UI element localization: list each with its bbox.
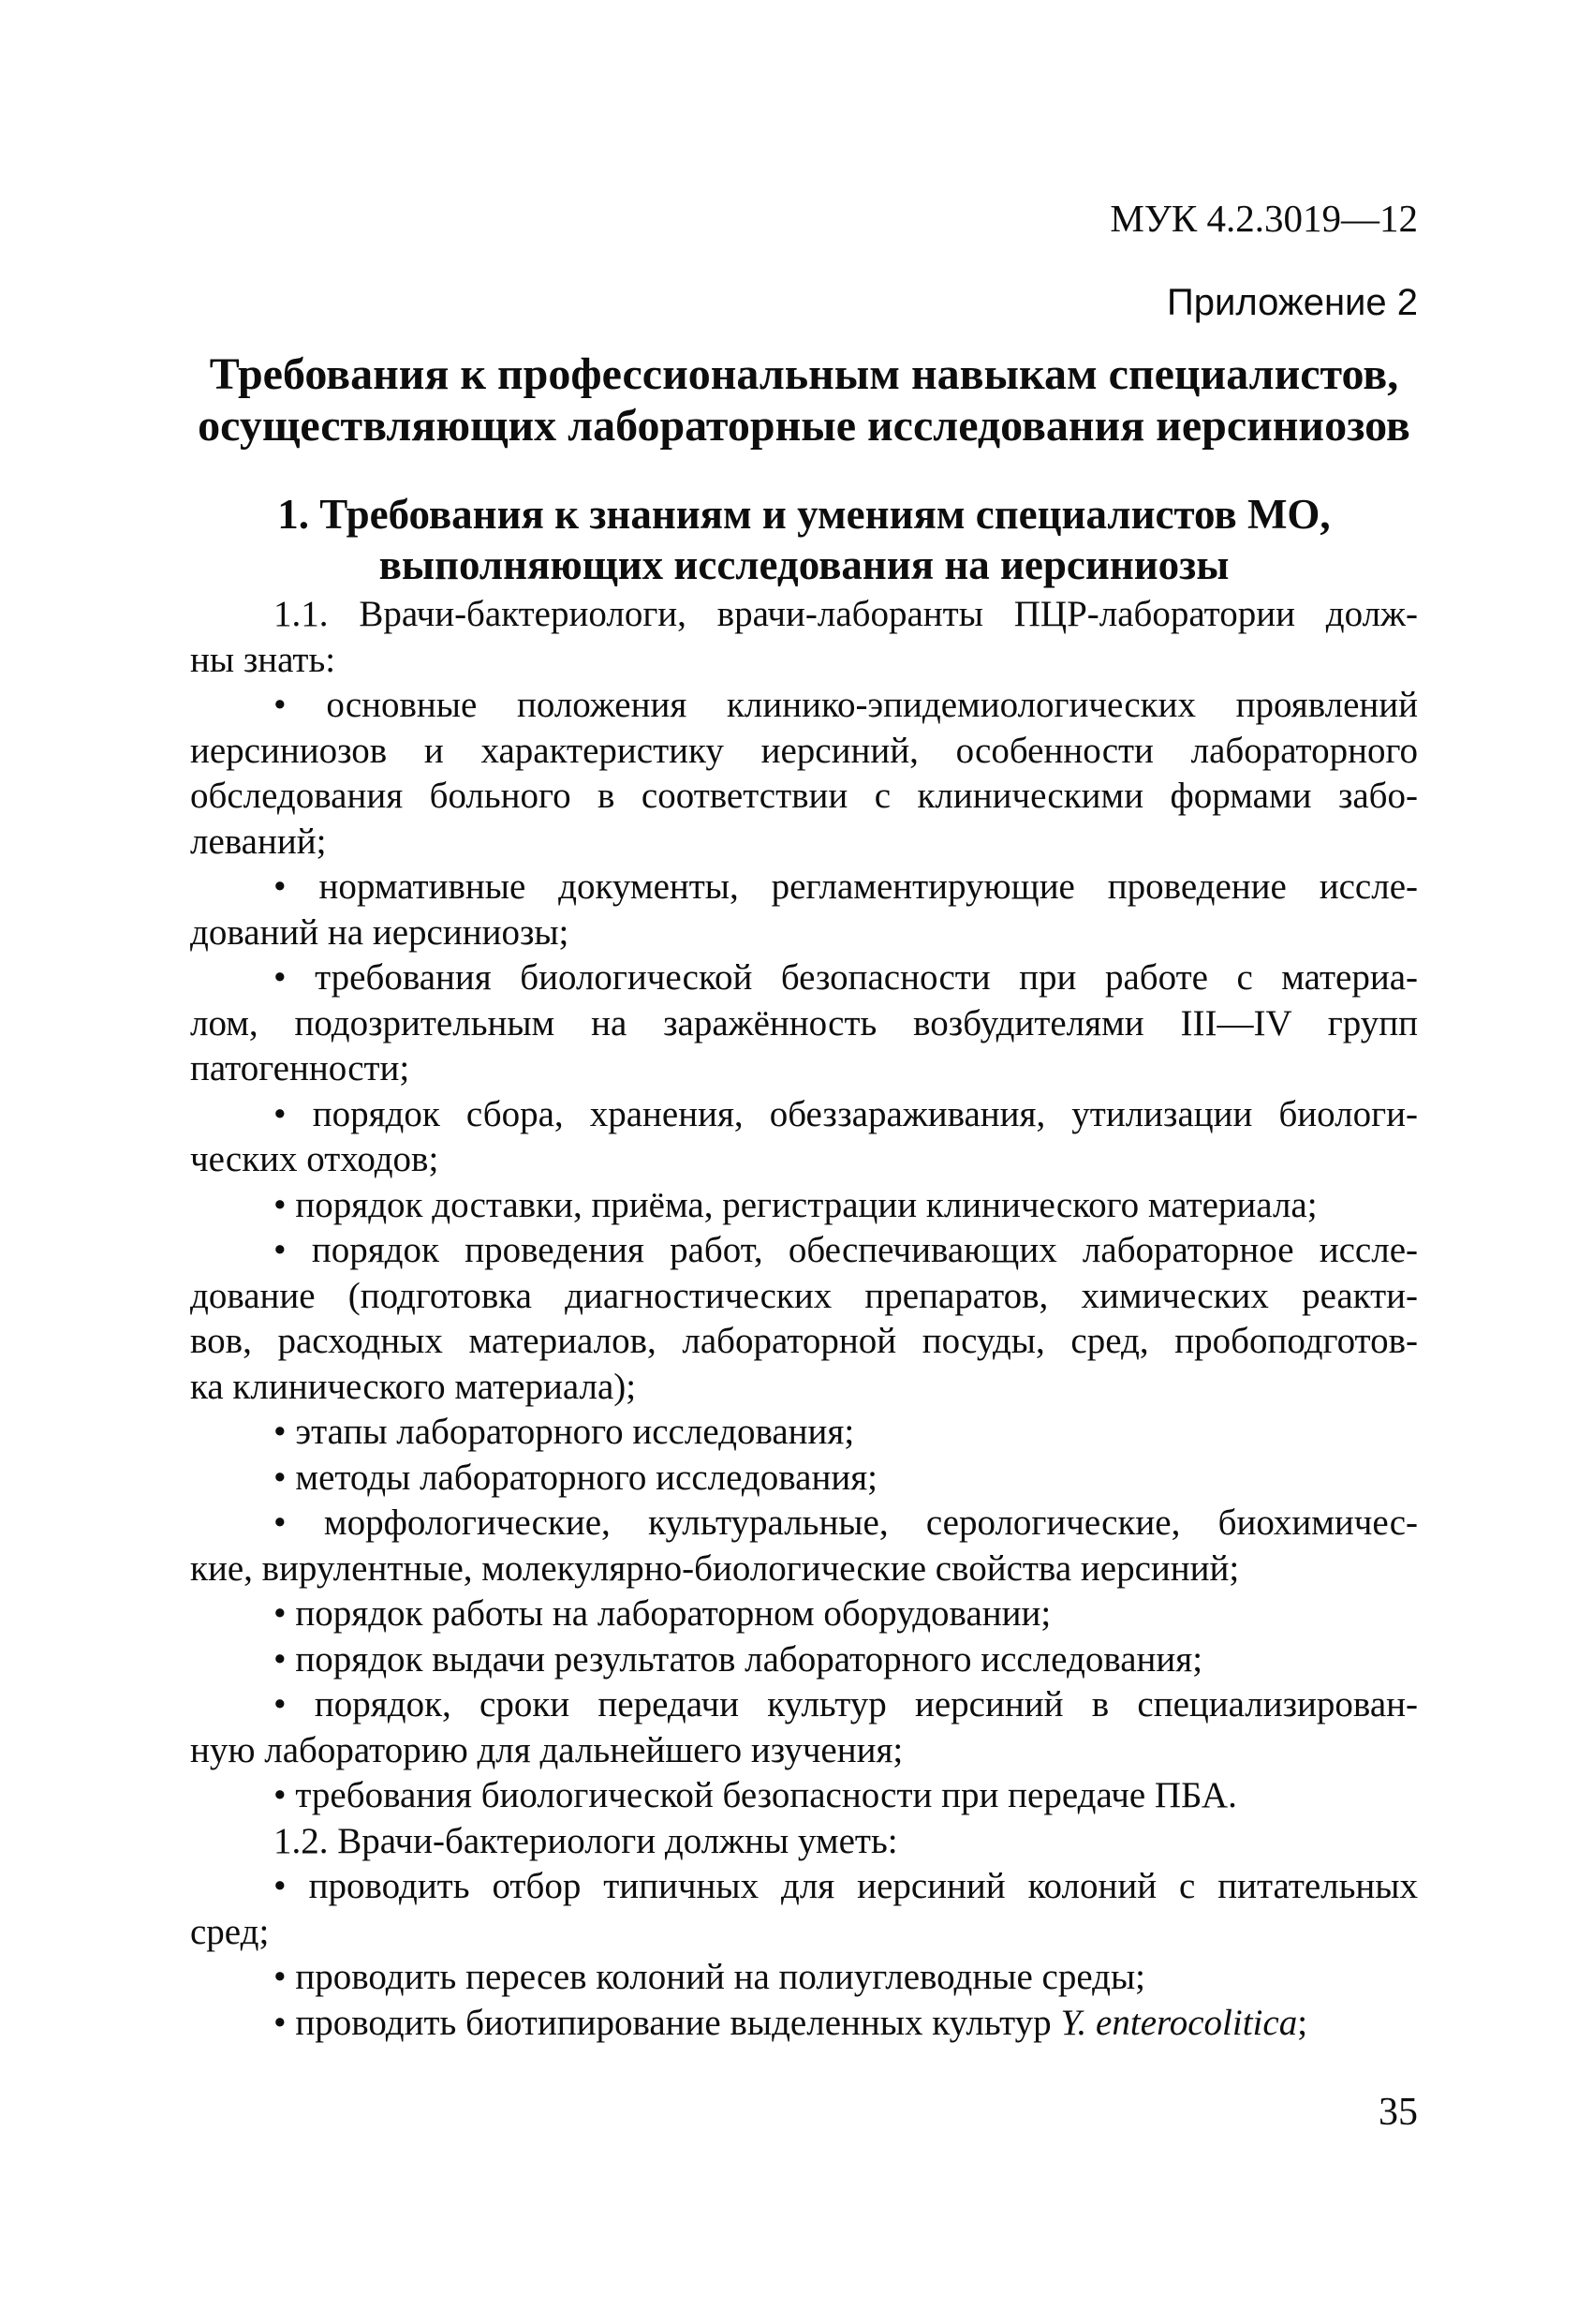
text-line: лом, подозрительным на заражённость возбудителями III—IV групп: [190, 1002, 1418, 1044]
text-line: • порядок проведения работ, обеспечивающих лабораторное иссле-: [273, 1230, 1418, 1270]
text-line: • проводить пересев колоний на полиуглеводные среды;: [273, 1957, 1145, 1997]
text-line: ны знать:: [190, 639, 336, 680]
annex-label: Приложение 2: [1167, 282, 1418, 323]
text-line: дование (подготовка диагностических препаратов, химических реакти-: [190, 1275, 1418, 1316]
text-line: • требования биологической безопасности при передаче ПБА.: [273, 1775, 1237, 1815]
text-line: • порядок сбора, хранения, обеззараживания, утилизации биологи-: [273, 1093, 1418, 1134]
text-line: 1.1. Врачи-бактериологи, врачи-лаборанты ПЦР-лаборатории долж-: [273, 594, 1418, 634]
text-line: обследования больного в соответствии с клиническими формами забо-: [190, 776, 1418, 816]
text-line: 1.2. Врачи-бактериологи должны уметь:: [273, 1820, 898, 1861]
text-line: • порядок работы на лабораторном оборудовании;: [273, 1593, 1052, 1634]
text-line: • этапы лабораторного исследования;: [273, 1412, 855, 1452]
text-line: • требования биологической безопасности при работе с материа-: [273, 957, 1418, 998]
text-line: ческих отходов;: [190, 1139, 439, 1179]
section-heading: [190, 489, 1418, 590]
body-text: [190, 592, 1418, 2046]
section-heading-line-2: выполняющих исследования на иерсиниозы: [378, 541, 1230, 588]
section-heading-line-1: 1. Требования к знаниям и умениям специалистов МО,: [277, 491, 1331, 538]
text-line: • порядок доставки, приёма, регистрации клинического материала;: [273, 1184, 1318, 1225]
text-column: [190, 0, 1418, 2324]
text-line: • основные положения клинико-эпидемиологических проявлений: [273, 685, 1418, 725]
doc-code: МУК 4.2.3019—12: [1110, 197, 1418, 240]
text-line: патогенности;: [190, 1048, 410, 1088]
text-line: ную лабораторию для дальнейшего изучения;: [190, 1729, 904, 1770]
text-line: иерсиниозов и характеристику иерсиний, особенности лабораторного: [190, 730, 1418, 771]
text-line: кие, вирулентные, молекулярно-биологические свойства иерсиний;: [190, 1547, 1240, 1589]
text-line: • порядок выдачи результатов лабораторного исследования;: [273, 1638, 1203, 1680]
text-line: • методы лабораторного исследования;: [273, 1457, 878, 1498]
text-line: • нормативные документы, регламентирующие проведение иссле-: [273, 866, 1418, 907]
page-number: 35: [1379, 2091, 1418, 2134]
text-line: леваний;: [190, 821, 327, 862]
document-title-line-2: осуществляющих лабораторные исследования иерсиниозов: [198, 401, 1410, 451]
text-line: вов, расходных материалов, лабораторной посуды, сред, пробоподготов-: [190, 1321, 1418, 1361]
document-title: [190, 348, 1418, 451]
text-line: • морфологические, культуральные, серологические, биохимичес-: [273, 1502, 1418, 1543]
document-title-line-1: Требования к профессиональным навыкам специалистов,: [209, 349, 1399, 399]
text-line: • проводить биотипирование выделенных культур Y. enterocolitica;: [273, 2002, 1308, 2043]
text-line: • порядок, сроки передачи культур иерсиний в специализирован-: [273, 1684, 1418, 1724]
text-line: сред;: [190, 1911, 270, 1952]
text-line: ка клинического материала);: [190, 1366, 637, 1407]
text-line: дований на иерсиниозы;: [190, 911, 569, 953]
text-line: • проводить отбор типичных для иерсиний колоний с питательных: [273, 1866, 1418, 1906]
